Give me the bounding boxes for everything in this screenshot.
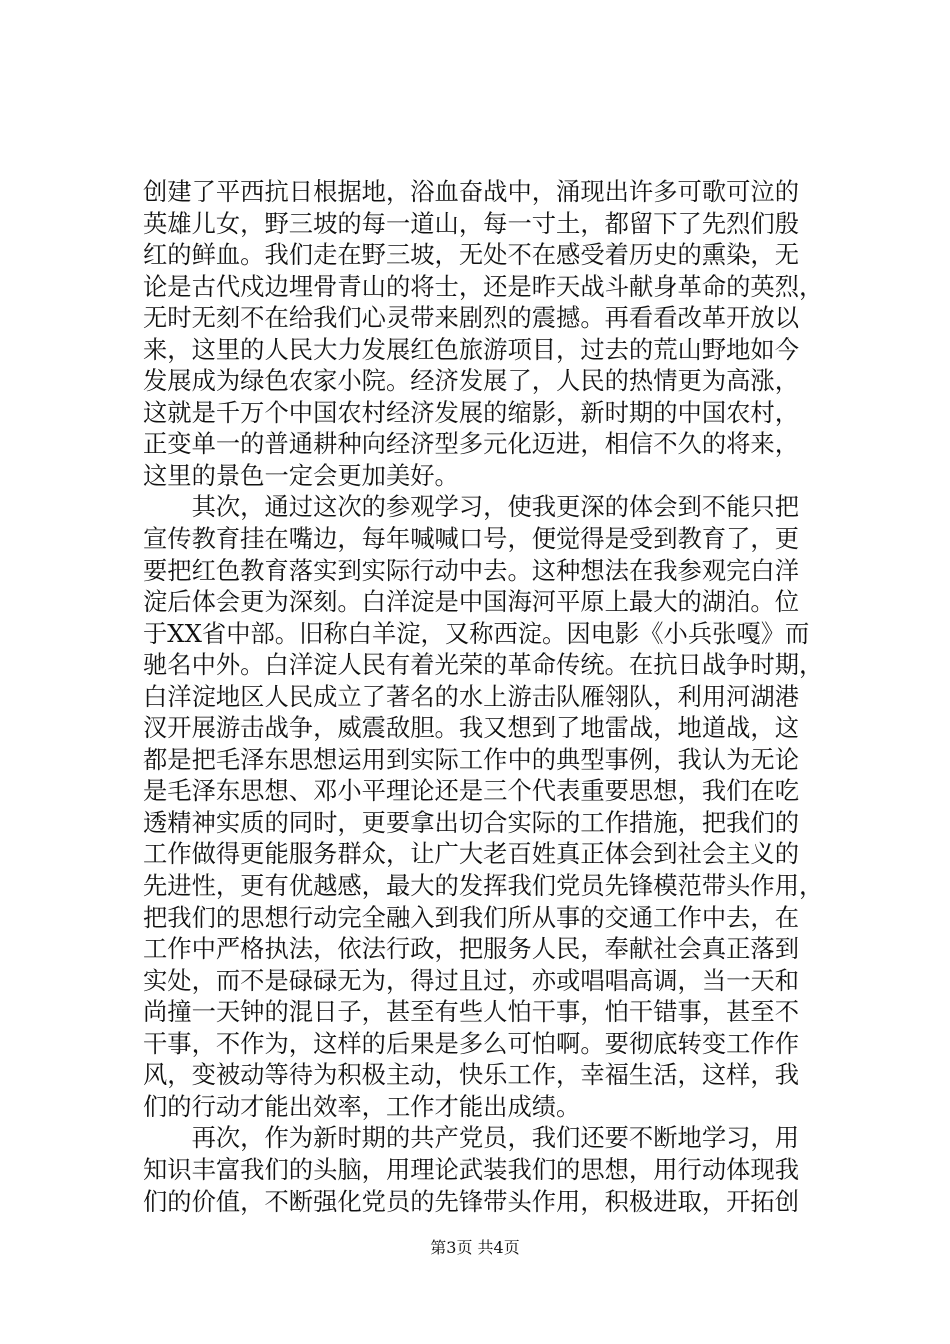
body-text [143, 176, 843, 1217]
text-line: 风，变被动等待为积极主动，快乐工作，幸福生活，这样，我 [143, 1060, 800, 1090]
text-line: 这里的景色一定会更加美好。 [143, 460, 459, 490]
text-line: 驰名中外。白洋淀人民有着光荣的革命传统。在抗日战争时期， [143, 650, 824, 680]
text-line: 于XX省中部。旧称白羊淀，又称西淀。因电影《小兵张嘎》而 [143, 618, 810, 648]
text-line: 实处，而不是碌碌无为，得过且过，亦或唱唱高调，当一天和 [143, 965, 800, 995]
page-footer: 第3页 共4页 [430, 1238, 520, 1257]
text-line: 把我们的思想行动完全融入到我们所从事的交通工作中去，在 [143, 902, 800, 932]
text-line: 来，这里的人民大力发展红色旅游项目，过去的荒山野地如今 [143, 334, 800, 364]
text-line: 其次，通过这次的参观学习，使我更深的体会到不能只把 [143, 492, 800, 522]
text-line: 们的价值，不断强化党员的先锋带头作用，积极进取，开拓创 [143, 1186, 800, 1216]
text-line: 透精神实质的同时，更要拿出切合实际的工作措施，把我们的 [143, 807, 800, 837]
text-line: 尚撞一天钟的混日子，甚至有些人怕干事，怕干错事，甚至不 [143, 997, 800, 1027]
text-line: 工作做得更能服务群众，让广大老百姓真正体会到社会主义的 [143, 839, 800, 869]
text-line: 无时无刻不在给我们心灵带来剧烈的震撼。再看看改革开放以 [143, 303, 800, 333]
text-line: 红的鲜血。我们走在野三坡，无处不在感受着历史的熏染，无 [143, 240, 800, 270]
text-line: 干事，不作为，这样的后果是多么可怕啊。要彻底转变工作作 [143, 1028, 800, 1058]
text-line: 宣传教育挂在嘴边，每年喊喊口号，便觉得是受到教育了，更 [143, 524, 800, 554]
text-line: 白洋淀地区人民成立了著名的水上游击队雁翎队，利用河湖港 [143, 681, 800, 711]
text-line: 们的行动才能出效率，工作才能出成绩。 [143, 1091, 581, 1121]
text-line: 知识丰富我们的头脑，用理论武装我们的思想，用行动体现我 [143, 1154, 800, 1184]
text-line: 正变单一的普通耕种向经济型多元化迈进，相信不久的将来， [143, 429, 800, 459]
text-line: 要把红色教育落实到实际行动中去。这种想法在我参观完白洋 [143, 555, 800, 585]
text-line: 是毛泽东思想、邓小平理论还是三个代表重要思想，我们在吃 [143, 776, 800, 806]
text-line: 再次，作为新时期的共产党员，我们还要不断地学习，用 [143, 1123, 800, 1153]
text-line: 先进性，更有优越感，最大的发挥我们党员先锋模范带头作用， [143, 871, 824, 901]
text-line: 创建了平西抗日根据地，浴血奋战中，涌现出许多可歌可泣的 [143, 177, 800, 206]
text-line: 这就是千万个中国农村经济发展的缩影，新时期的中国农村， [143, 397, 800, 427]
text-line: 论是古代戍边埋骨青山的将士，还是昨天战斗献身革命的英烈， [143, 271, 824, 301]
text-line: 都是把毛泽东思想运用到实际工作中的典型事例，我认为无论 [143, 744, 800, 774]
text-line: 淀后体会更为深刻。白洋淀是中国海河平原上最大的湖泊。位 [143, 587, 800, 617]
text-line: 发展成为绿色农家小院。经济发展了，人民的热情更为高涨， [143, 366, 800, 396]
text-line: 工作中严格执法，依法行政，把服务人民，奉献社会真正落到 [143, 934, 800, 964]
text-line: 英雄儿女，野三坡的每一道山，每一寸土，都留下了先烈们殷 [143, 208, 800, 238]
text-line: 汊开展游击战争，威震敌胆。我又想到了地雷战，地道战，这 [143, 713, 800, 743]
